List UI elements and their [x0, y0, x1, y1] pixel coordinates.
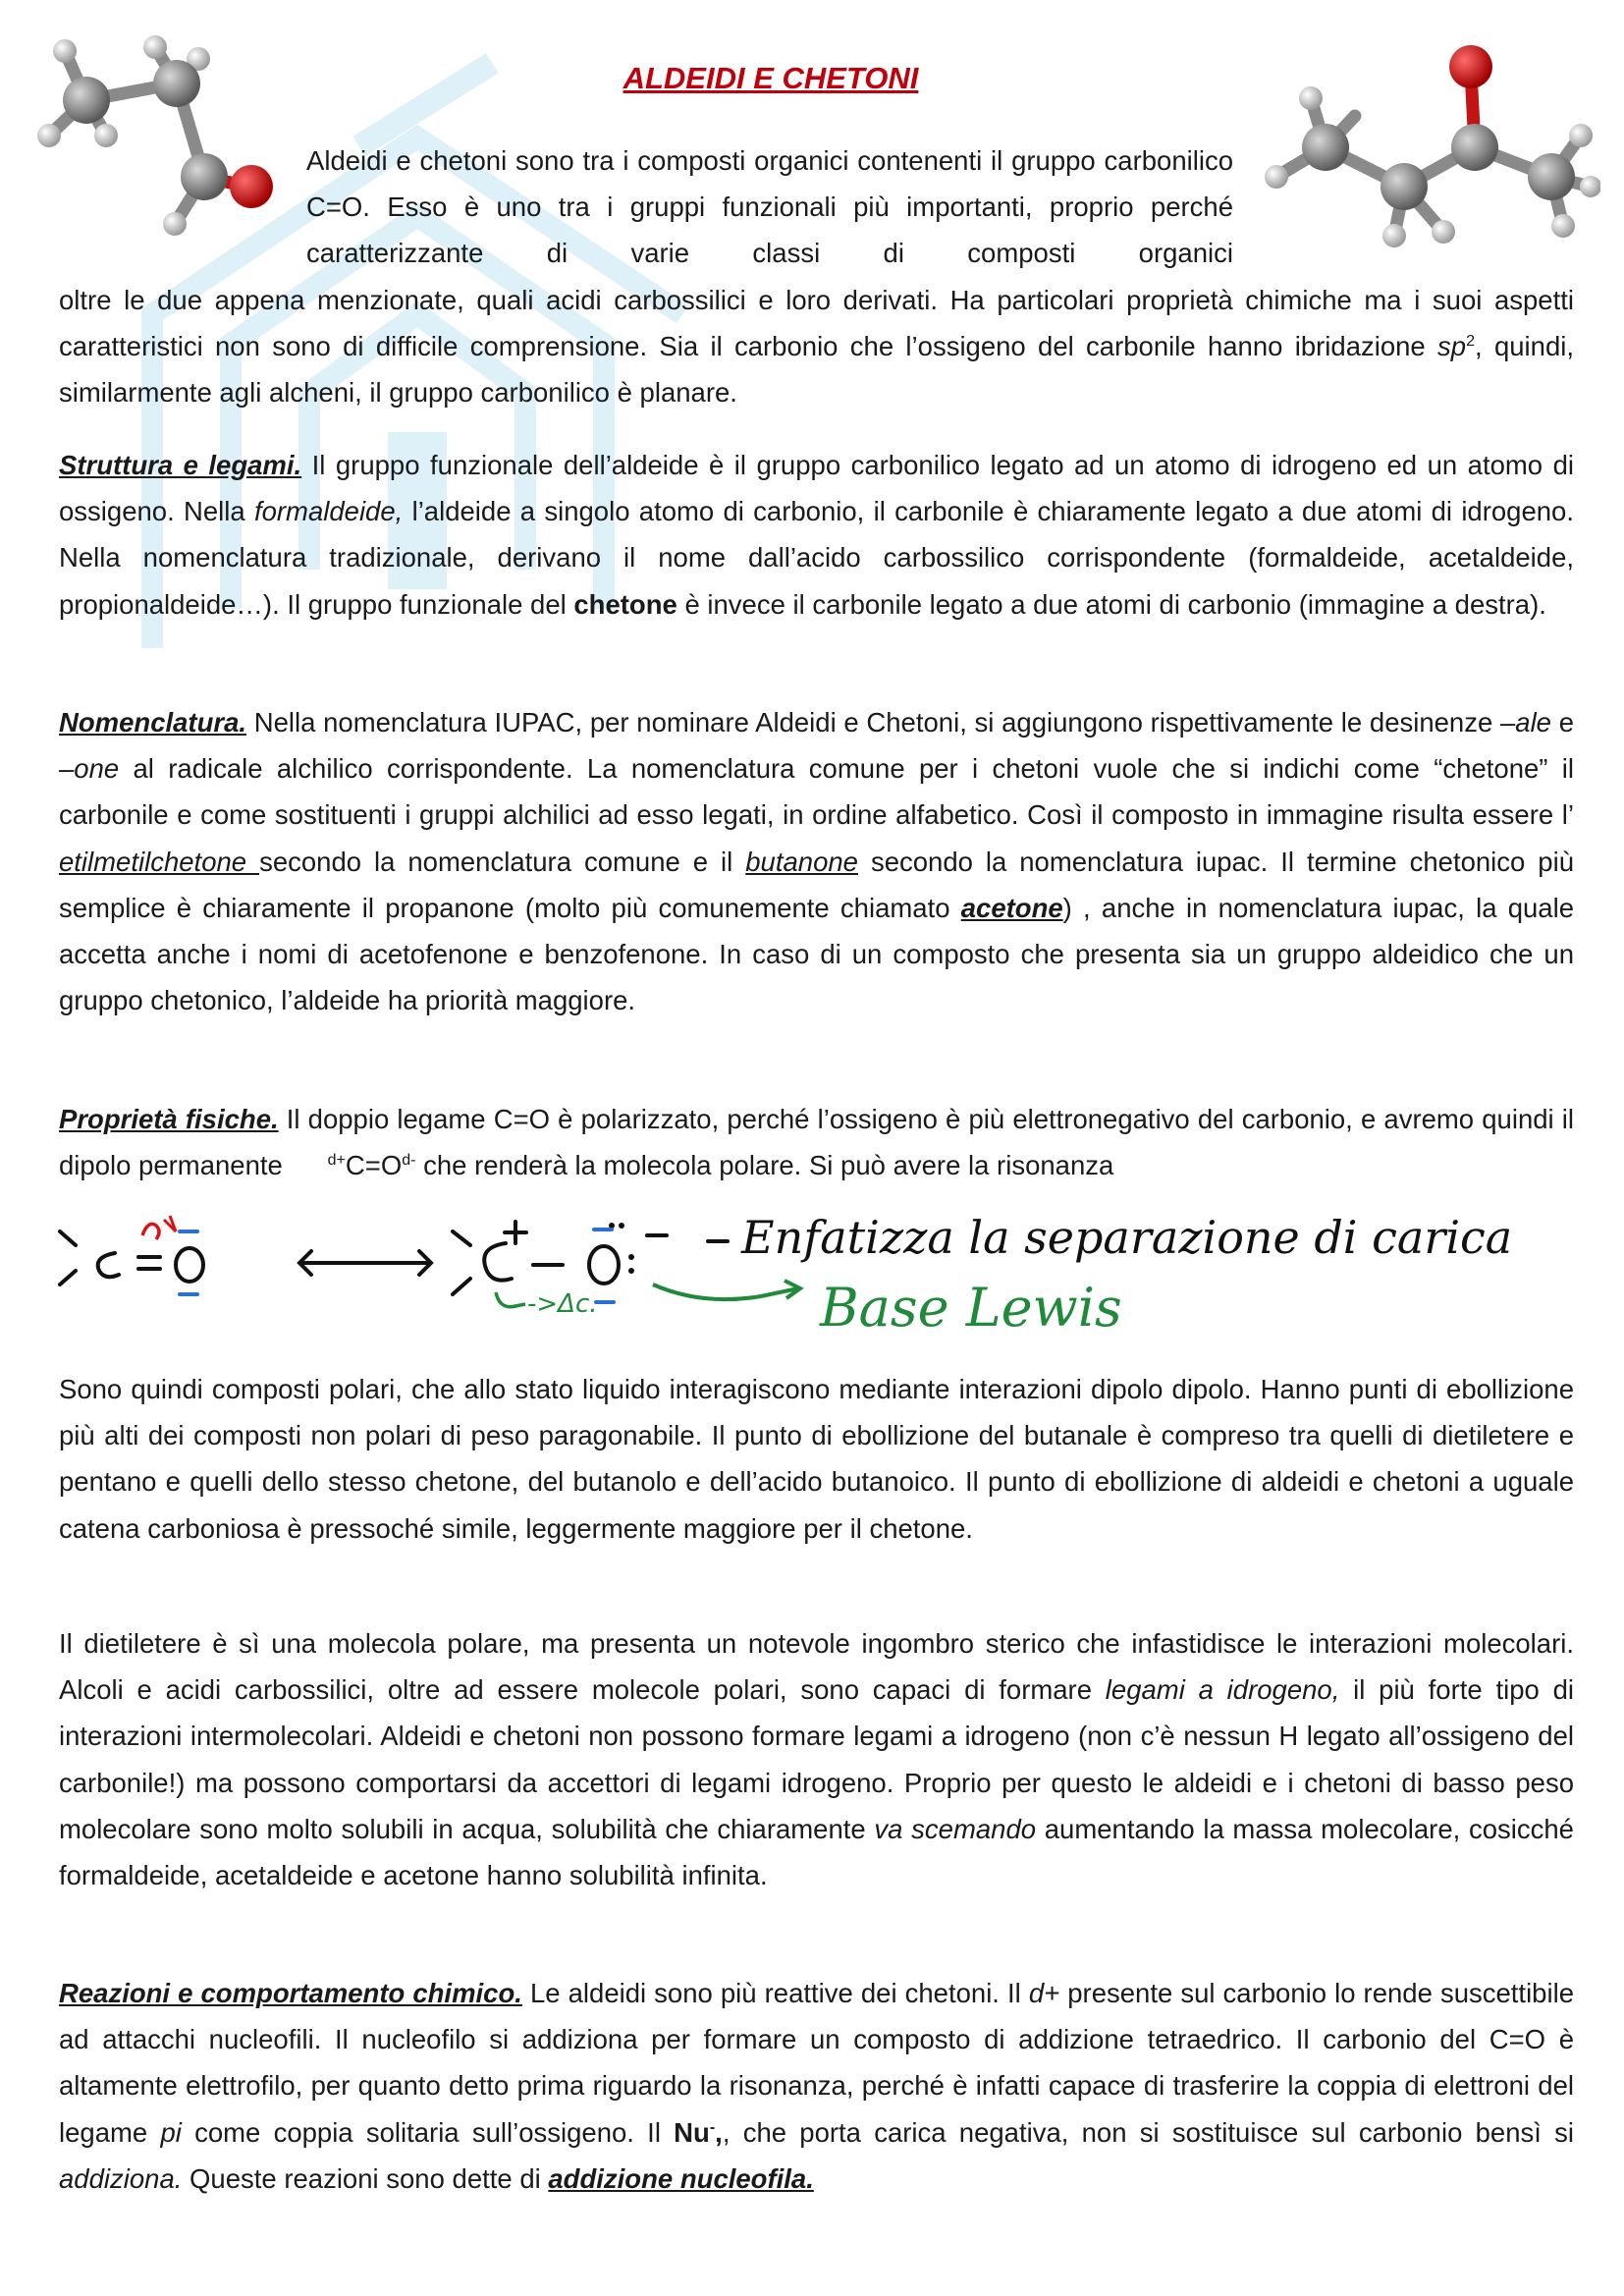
section-struttura: Struttura e legami. Il gruppo funzionale dell’aldeide è il gruppo carbonilico legato ad un atomo di idrogeno ed un atomo di ossigeno. Nella formaldeide, l’aldeide a singolo atomo di carbonio, il carbonile è chiaramente legato a due atomi di idrogeno. Nella nomenclatura tradizionale, derivano il nome dall’acido carbossilico corrispondente (formaldeide, acetaldeide, propionaldeide…). Il gruppo funzionale del chetone è invece il carbonile legato a due atomi di carbonio (immagine a destra). [59, 450, 1574, 620]
intro-paragraph-top: Aldeidi e chetoni sono tra i composti organici contenenti il gruppo carbonilico C=O. Esso è uno tra i gruppi funzionali più importanti, proprio perché caratterizzante di varie classi di composti organici [306, 145, 1233, 269]
handwriting-note: ->Δc. [527, 1289, 598, 1319]
handwritten-resonance-sketch [54, 1196, 1586, 1363]
section-reazioni: Reazioni e comportamento chimico. Le aldeidi sono più reattive dei chetoni. Il d+ presente sul carbonio lo rende suscettibile ad attacchi nucleofili. Il nucleofilo si addiziona per formare un composto di addizione tetraedrico. Il carbonio del C=O è altamente elettrofilo, per quanto detto prima riguardo la risonanza, perché è infatti capace di trasferire la coppia di elettroni del legame pi come coppia solitaria sull’ossigeno. Il Nu-,, che porta carica negativa, non si sostituisce sul carbonio bensì si addiziona. Queste reazioni sono dette di addizione nucleofila. [59, 1978, 1574, 2194]
handwriting-line1: Enfatizza la separazione di carica [741, 1211, 1513, 1264]
intro-paragraph: oltre le due appena menzionate, quali acidi carbossilici e loro derivati. Ha particolari proprietà chimiche ma i suoi aspetti caratteristici non sono di difficile comprensione. Sia il carbonio che l’ossigeno del carbonile hanno ibridazione $sp^2$, quindi, similarmente agli alcheni, il gruppo carbonilico è planare. [59, 285, 1574, 409]
section-nomenclatura: Nomenclatura. Nella nomenclatura IUPAC, per nominare Aldeidi e Chetoni, si aggiungono rispettivamente le desinenze –ale e –one al radicale alchilico corrispondente. La nomenclatura comune per i chetoni vuole che si indichi come “chetone” il carbonile e come sostituenti i gruppi alchilici ad esso legati, in ordine alfabetico. Così il composto in immagine risulta essere l’ etilmetilchetone secondo la nomenclatura comune e il butanone secondo la nomenclatura iupac. Il termine chetonico più semplice è chiaramente il propanone (molto più comunemente chiamato acetone) , anche in nomenclatura iupac, la quale accetta anche i nomi di acetofenone e benzofenone. In caso di un composto che presenta sia un gruppo aldeidico che un gruppo chetonico, l’aldeide ha priorità maggiore. [59, 707, 1575, 1016]
section-heading: Nomenclatura. [59, 707, 247, 738]
section-proprieta: Proprietà fisiche. Il doppio legame C=O è polarizzato, perché l’ossigeno è più elettronegativo del carbonio, e avremo quindi il dipolo permanente $^{d+}C=O^{d-}$ che renderà la molecola polare. Si può avere la risonanza [59, 1104, 1574, 1181]
section-heading: Reazioni e comportamento chimico. [59, 1978, 522, 2008]
paragraph-dietiletere: Il dietiletere è sì una molecola polare, ma presenta un notevole ingombro sterico che infastidisce le interazioni molecolari. Alcoli e acidi carbossilici, oltre ad essere molecole polari, sono capaci di formare legami a idrogeno, il più forte tipo di interazioni intermolecolari. Aldeidi e chetoni non possono formare legami a idrogeno (non c’è nessun H legato all’ossigeno del carbonile!) ma possono comportarsi da accettori di legami idrogeno. Proprio per questo le aldeidi e i chetoni di basso peso molecolare sono molto solubili in acqua, solubilità che chiaramente va scemando aumentando la massa molecolare, cosicché formaldeide, acetaldeide e acetone hanno solubilità infinita. [59, 1628, 1574, 1891]
section-heading: Struttura e legami. [59, 450, 302, 480]
section-heading: Proprietà fisiche. [59, 1104, 279, 1134]
handwriting-line2: Base Lewis [820, 1277, 1122, 1339]
page-title: ALDEIDI E CHETONI [623, 61, 919, 95]
paragraph-polari: Sono quindi composti polari, che allo stato liquido interagiscono mediante interazioni dipolo dipolo. Hanno punti di ebollizione più alti dei composti non polari di peso paragonabile. Il punto di ebollizione del butanale è compreso tra quelli di dietiletere e pentano e quelli dello stesso chetone, del butanolo e dell’acido butanoico. Il punto di ebollizione di aldeidi e chetoni a uguale catena carboniosa è pressoché simile, leggermente maggiore per il chetone. [59, 1374, 1574, 1544]
